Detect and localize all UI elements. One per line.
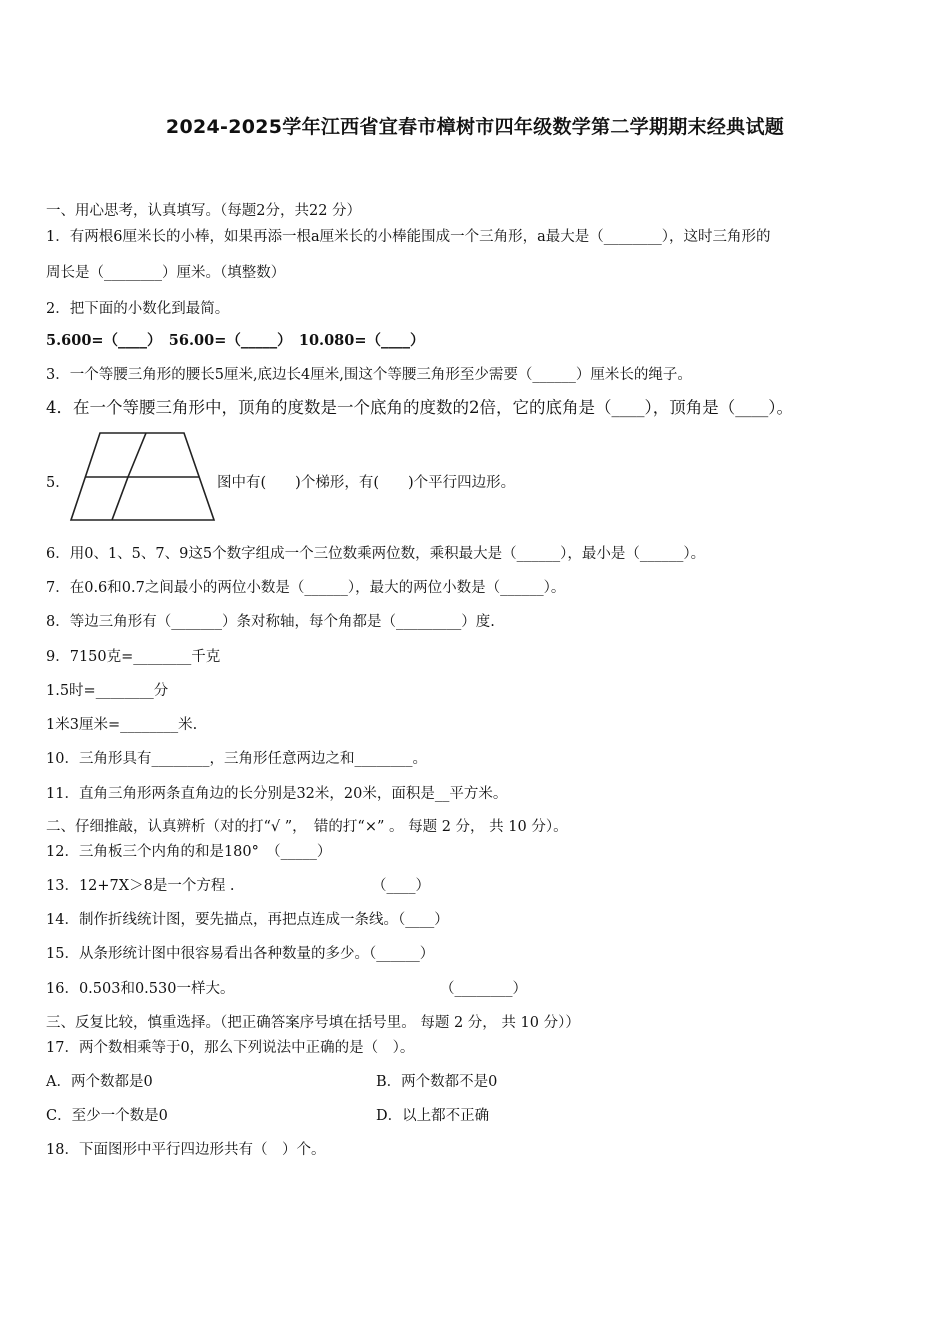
trapezoid-figure xyxy=(68,430,218,525)
figure-lower-slant xyxy=(112,477,128,520)
question-5-number: 5． xyxy=(46,475,70,491)
question-10: 10．三角形具有________，三角形任意两边之和________。 xyxy=(46,751,427,767)
section-2-heading: 二、仔细推敲，认真辨析（对的打“√ ”， 错的打“×” 。 每题 2 分， 共 10 分）。 xyxy=(46,819,568,835)
question-3: 3．一个等腰三角形的腰长5厘米,底边长4厘米,围这个等腰三角形至少需要（______）厘米长的绳子。 xyxy=(46,367,692,383)
question-16: 16．0.503和0.530一样大。 xyxy=(46,981,235,997)
question-14: 14．制作折线统计图，要先描点，再把点连成一条线。（____） xyxy=(46,912,449,928)
question-17-option-d: D．以上都不正确 xyxy=(376,1108,490,1124)
question-8: 8．等边三角形有（_______）条对称轴，每个角都是（_________）度. xyxy=(46,614,495,630)
question-13-blank: （____） xyxy=(372,878,430,894)
question-5-text: 图中有( )个梯形，有( )个平行四边形。 xyxy=(217,475,516,491)
question-15: 15．从条形统计图中很容易看出各种数量的多少。（______） xyxy=(46,946,435,962)
question-2: 2．把下面的小数化到最简。 xyxy=(46,301,230,317)
question-17-option-a: A．两个数都是0 xyxy=(46,1074,153,1090)
section-1-heading: 一、用心思考，认真填写。（每题2分，共22 分） xyxy=(46,203,362,219)
question-1-line-1: 1．有两根6厘米长的小棒，如果再添一根a厘米长的小棒能围成一个三角形，a最大是（________），这时三角形的 xyxy=(46,229,771,245)
question-17-option-c: C．至少一个数是0 xyxy=(46,1108,168,1124)
question-1-line-2: 周长是（________）厘米。（填整数） xyxy=(46,265,286,281)
question-17: 17．两个数相乘等于0，那么下列说法中正确的是（ ）。 xyxy=(46,1040,415,1056)
question-18: 18．下面图形中平行四边形共有（ ）个。 xyxy=(46,1142,326,1158)
question-6: 6．用0、1、5、7、9这5个数字组成一个三位数乘两位数，乘积最大是（______），最小是（______）。 xyxy=(46,546,706,562)
question-17-option-b: B．两个数都不是0 xyxy=(376,1074,498,1090)
question-2-items: 5.600=（____） 56.00=（_____） 10.080=（____） xyxy=(46,332,425,349)
question-11: 11．直角三角形两条直角边的长分别是32米，20米，面积是__平方米。 xyxy=(46,786,508,802)
question-7: 7．在0.6和0.7之间最小的两位小数是（______），最大的两位小数是（______）。 xyxy=(46,580,566,596)
question-9-part-1: 9．7150克=________千克 xyxy=(46,649,221,665)
page-title: 2024-2025学年江西省宜春市樟树市四年级数学第二学期期末经典试题 xyxy=(165,116,785,138)
section-3-heading: 三、反复比较，慎重选择。（把正确答案序号填在括号里。 每题 2 分， 共 10 分）） xyxy=(46,1015,580,1031)
figure-upper-slant xyxy=(128,433,146,477)
question-9-part-3: 1米3厘米=________米. xyxy=(46,717,198,733)
question-16-blank: （________） xyxy=(440,981,527,997)
question-4: 4．在一个等腰三角形中，顶角的度数是一个底角的度数的2倍，它的底角是（____），顶角是（____）。 xyxy=(46,398,793,417)
question-13: 13．12+7X＞8是一个方程 . xyxy=(46,878,235,894)
question-9-part-2: 1.5时=________分 xyxy=(46,683,169,699)
question-12: 12．三角板三个内角的和是180° （_____） xyxy=(46,844,332,860)
